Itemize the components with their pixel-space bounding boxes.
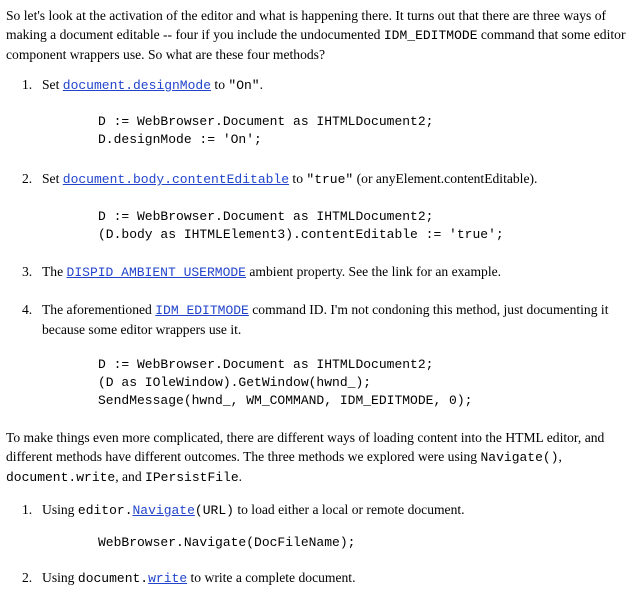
list-item-idm-editmode [6,300,636,410]
item-text: The aforementioned [42,302,156,317]
list-item-design-mode [6,75,636,149]
list-item-ambient-usermode [6,262,636,282]
list-number: 2. [22,570,33,585]
list-number: 3. [22,264,33,279]
list-number: 1. [22,77,33,92]
list-number: 2. [22,171,33,186]
idm-editmode-link[interactable]: IDM_EDITMODE [155,303,249,318]
item-text: . [259,77,264,92]
intro-text: So let's look at the activation of the editor and what is happening there. It turns out that there are three ways of making a document editable -- four if you include the undocumented [6,8,607,42]
inline-code-document-write: document.write [6,470,116,485]
item-text: Set [42,171,63,186]
list-item-document-write [6,568,636,588]
paragraph-text: , and [115,469,146,484]
code-block-navigate [42,534,636,552]
list-item-content-editable [6,169,636,244]
write-link[interactable]: write [148,571,188,586]
inline-code-navigate: Navigate() [480,450,559,465]
item-text: Set [42,77,63,92]
design-mode-link[interactable]: document.designMode [62,78,212,93]
list-number: 1. [22,502,33,517]
code-line: WebBrowser.Navigate(DocFileName); [98,535,356,550]
item-code-value: "On" [228,78,260,93]
loading-methods-paragraph [6,428,636,487]
item-text: The [42,264,67,279]
content-editable-link[interactable]: document.body.contentEditable [62,172,290,187]
code-block-content-editable [42,208,636,244]
list-item-navigate [6,500,636,552]
dispid-ambient-usermode-link[interactable]: DISPID_AMBIENT_USERMODE [66,265,246,280]
code-line: D := WebBrowser.Document as IHTMLDocument2; [98,357,434,372]
inline-code-ipersistfile: IPersistFile [145,470,239,485]
item-text: ambient property. See the link for an example. [245,264,502,279]
inline-code: document. [77,571,149,586]
code-block-design-mode [42,113,636,149]
code-line: (D as IOleWindow).GetWindow(hwnd_); [98,375,372,390]
paragraph-text: , [558,449,562,464]
code-line: D := WebBrowser.Document as IHTMLDocument2; [98,114,434,129]
paragraph-text: . [238,469,243,484]
item-text: to write a complete document. [187,570,356,585]
item-text: (or anyElement.contentEditable). [353,171,538,186]
item-text: to [211,77,229,92]
item-text: to [289,171,307,186]
item-text: Using [42,570,78,585]
code-line: D := WebBrowser.Document as IHTMLDocument2; [98,209,434,224]
item-code-value: "true" [306,172,354,187]
intro-code-idm-editmode: IDM_EDITMODE [383,28,478,43]
navigate-link[interactable]: Navigate [132,503,195,518]
article-body [6,6,636,588]
editable-methods-list [6,75,636,410]
item-text: Using [42,502,78,517]
code-line: (D.body as IHTMLElement3).contentEditable := 'true'; [98,227,504,242]
code-line: SendMessage(hwnd_, WM_COMMAND, IDM_EDITMODE, 0); [98,393,473,408]
loading-methods-list [6,500,636,588]
list-number: 4. [22,302,33,317]
intro-text-end: command that some editor component wrappers use. So what are these four methods? [6,27,626,62]
code-block-idm-editmode [42,356,636,410]
item-text: to load either a local or remote document. [233,502,465,517]
intro-paragraph [6,6,636,64]
paragraph-text: To make things even more complicated, there are different ways of loading content into the HTML editor, and different methods have different outcomes. The three methods we explored were using [6,430,605,464]
item-text: command ID. I'm not condoning this method, just documenting it because some editor wrappers use it. [42,302,609,337]
inline-code: (URL) [194,503,234,518]
inline-code: editor. [77,503,133,518]
code-line: D.designMode := 'On'; [98,132,262,147]
